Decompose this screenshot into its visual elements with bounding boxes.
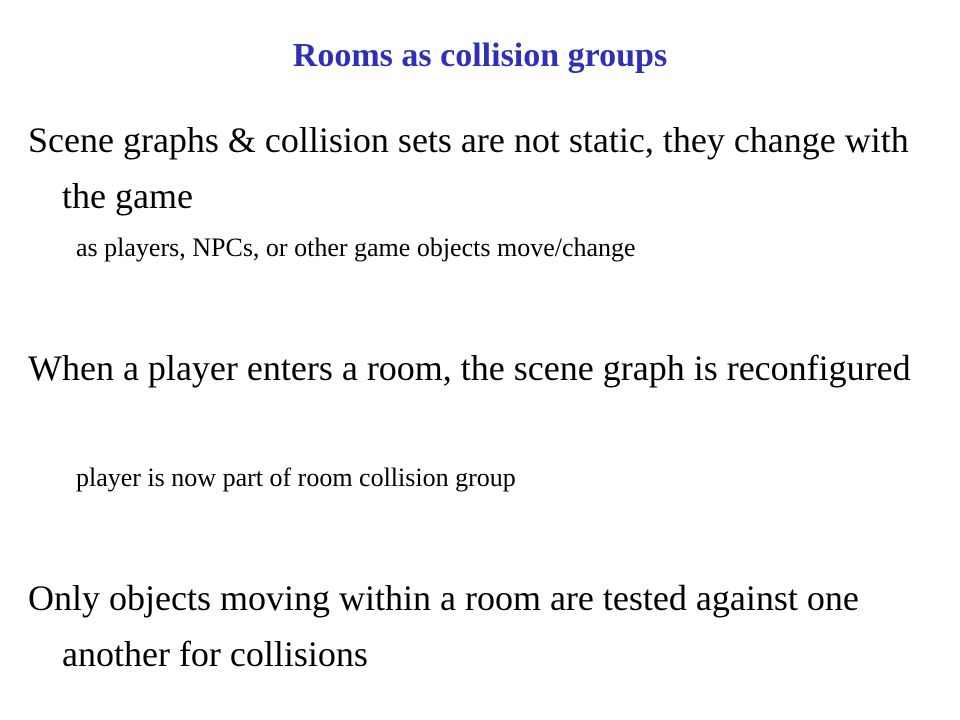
sub-point-2: player is now part of room collision group <box>76 463 516 492</box>
bullet-point-2: When a player enters a room, the scene graph is reconfigured <box>28 348 911 388</box>
bullet-point-1: Scene graphs & collision sets are not static, they change with the game <box>28 120 909 216</box>
slide-title: Rooms as collision groups <box>292 37 668 74</box>
bullet-point-3: Only objects moving within a room are tested against one another for collisions <box>28 578 859 674</box>
sub-point-1: as players, NPCs, or other game objects move/change <box>76 233 636 262</box>
